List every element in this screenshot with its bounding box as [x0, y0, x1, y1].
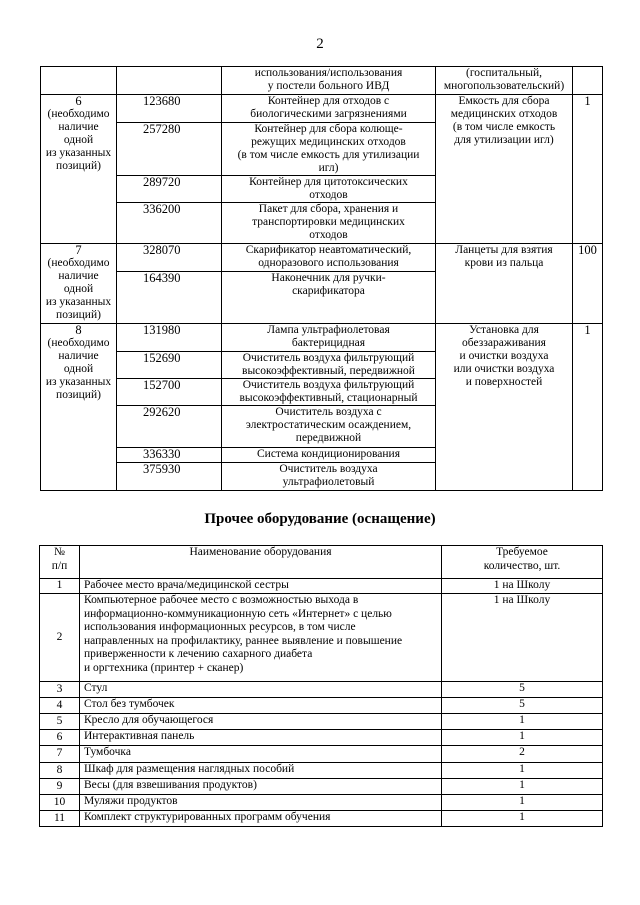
- row-qty: 5: [442, 682, 603, 698]
- row-name: Комплект структурированных программ обучения: [80, 811, 442, 827]
- row-number: 5: [40, 714, 80, 730]
- item-code: 289720: [117, 176, 222, 203]
- table-row: [41, 67, 603, 95]
- row-qty: 1: [442, 730, 603, 746]
- item-code: 336200: [117, 203, 222, 244]
- table-row: [40, 795, 603, 811]
- category-number: 7: [75, 243, 82, 257]
- row-name: Интерактивная панель: [80, 730, 442, 746]
- row-name: Шкаф для размещения наглядных пособий: [80, 763, 442, 779]
- item-name: Контейнер для сбора колюще- режущих медицинских отходов (в том числе емкость для утилизации игл): [222, 123, 436, 176]
- row-qty: 1: [442, 779, 603, 795]
- table-row: [40, 594, 603, 682]
- item-code: 336330: [117, 448, 222, 463]
- row-qty: 1 на Школу: [442, 594, 603, 682]
- category-cell: [41, 244, 117, 324]
- row-name: Стол без тумбочек: [80, 698, 442, 714]
- row-name: Компьютерное рабочее место с возможностью выхода в информационно-коммуникационную сеть «Интернет» с целью использования информационных ресурсов, в том числе направленных на профилактику, раннее выявление и повышение приверженности к лечению сахарного диабета и оргтехника (принтер + сканер): [80, 594, 442, 682]
- table-row: [41, 324, 603, 352]
- section-title: Прочее оборудование (оснащение): [204, 511, 436, 527]
- column-header-qty: Требуемое количество, шт.: [442, 546, 603, 579]
- row-qty: 1: [442, 811, 603, 827]
- item-code: 375930: [117, 463, 222, 491]
- row-name: Кресло для обучающегося: [80, 714, 442, 730]
- item-code: 131980: [117, 324, 222, 352]
- item-code: 152700: [117, 379, 222, 406]
- table-header-row: [40, 546, 603, 579]
- item-name: Система кондиционирования: [222, 448, 436, 463]
- item-name: Скарификатор неавтоматический, одноразового использования: [222, 244, 436, 272]
- quantity: 1: [573, 95, 603, 244]
- table-row: [41, 95, 603, 123]
- table-row: [41, 244, 603, 272]
- page-number: 2: [316, 36, 324, 52]
- table-row: [40, 730, 603, 746]
- table-row: [40, 714, 603, 730]
- quantity: 1: [573, 324, 603, 491]
- row-number: 2: [40, 594, 80, 682]
- item-name: Лампа ультрафиолетовая бактерицидная: [222, 324, 436, 352]
- item-name: Очиститель воздуха ультрафиолетовый: [222, 463, 436, 491]
- category-number: 6: [75, 94, 82, 108]
- group-name: Ланцеты для взятия крови из пальца: [436, 244, 573, 324]
- table-row: [40, 779, 603, 795]
- row-number: 3: [40, 682, 80, 698]
- column-header-num: № п/п: [40, 546, 80, 579]
- table-row: [40, 746, 603, 763]
- row-number: 8: [40, 763, 80, 779]
- group-name: Установка для обеззараживания и очистки воздуха или очистки воздуха и поверхностей: [436, 324, 573, 491]
- item-name: Очиститель воздуха фильтрующий высокоэффективный, стационарный: [222, 379, 436, 406]
- row-qty: 1: [442, 714, 603, 730]
- table-row: [40, 763, 603, 779]
- row-qty: 1 на Школу: [442, 579, 603, 594]
- category-note: (необходимо наличие одной из указанных позиций): [45, 108, 112, 172]
- category-note: (необходимо наличие одной из указанных позиций): [45, 337, 112, 401]
- category-note: (необходимо наличие одной из указанных позиций): [45, 257, 112, 321]
- category-cell: [41, 324, 117, 491]
- row-name: Муляжи продуктов: [80, 795, 442, 811]
- row-number: 11: [40, 811, 80, 827]
- row-number: 4: [40, 698, 80, 714]
- item-name: Контейнер для цитотоксических отходов: [222, 176, 436, 203]
- column-header-name: Наименование оборудования: [80, 546, 442, 579]
- row-qty: 1: [442, 763, 603, 779]
- row-qty: 1: [442, 795, 603, 811]
- row-number: 10: [40, 795, 80, 811]
- item-code: 257280: [117, 123, 222, 176]
- category-cell: [41, 95, 117, 244]
- item-name: Очиститель воздуха фильтрующий высокоэффективный, передвижной: [222, 352, 436, 379]
- group-name: Емкость для сбора медицинских отходов (в том числе емкость для утилизации игл): [436, 95, 573, 244]
- table-row: [40, 579, 603, 594]
- row-number: 6: [40, 730, 80, 746]
- item-code: 123680: [117, 95, 222, 123]
- item-code: 292620: [117, 406, 222, 448]
- row-name: Рабочее место врача/медицинской сестры: [80, 579, 442, 594]
- equipment-table: [40, 66, 603, 491]
- row-qty: 5: [442, 698, 603, 714]
- item-name: Контейнер для отходов с биологическими загрязнениями: [222, 95, 436, 123]
- table-row: [40, 811, 603, 827]
- other-equipment-table: [39, 545, 603, 827]
- item-name: Пакет для сбора, хранения и транспортировки медицинских отходов: [222, 203, 436, 244]
- row-number: 7: [40, 746, 80, 763]
- item-name: Очиститель воздуха с электростатическим осаждением, передвижной: [222, 406, 436, 448]
- row-name: Тумбочка: [80, 746, 442, 763]
- item-code: 164390: [117, 272, 222, 324]
- category-number: 8: [75, 323, 82, 337]
- quantity: 100: [573, 244, 603, 324]
- group-name: (госпитальный, многопользовательский): [436, 67, 573, 95]
- row-number: 9: [40, 779, 80, 795]
- item-name: Наконечник для ручки- скарификатора: [222, 272, 436, 324]
- table-row: [40, 682, 603, 698]
- row-name: Весы (для взвешивания продуктов): [80, 779, 442, 795]
- item-code: 152690: [117, 352, 222, 379]
- table-row: [40, 698, 603, 714]
- item-code: 328070: [117, 244, 222, 272]
- item-name: использования/использования у постели больного ИВД: [222, 67, 436, 95]
- row-qty: 2: [442, 746, 603, 763]
- row-name: Стул: [80, 682, 442, 698]
- row-number: 1: [40, 579, 80, 594]
